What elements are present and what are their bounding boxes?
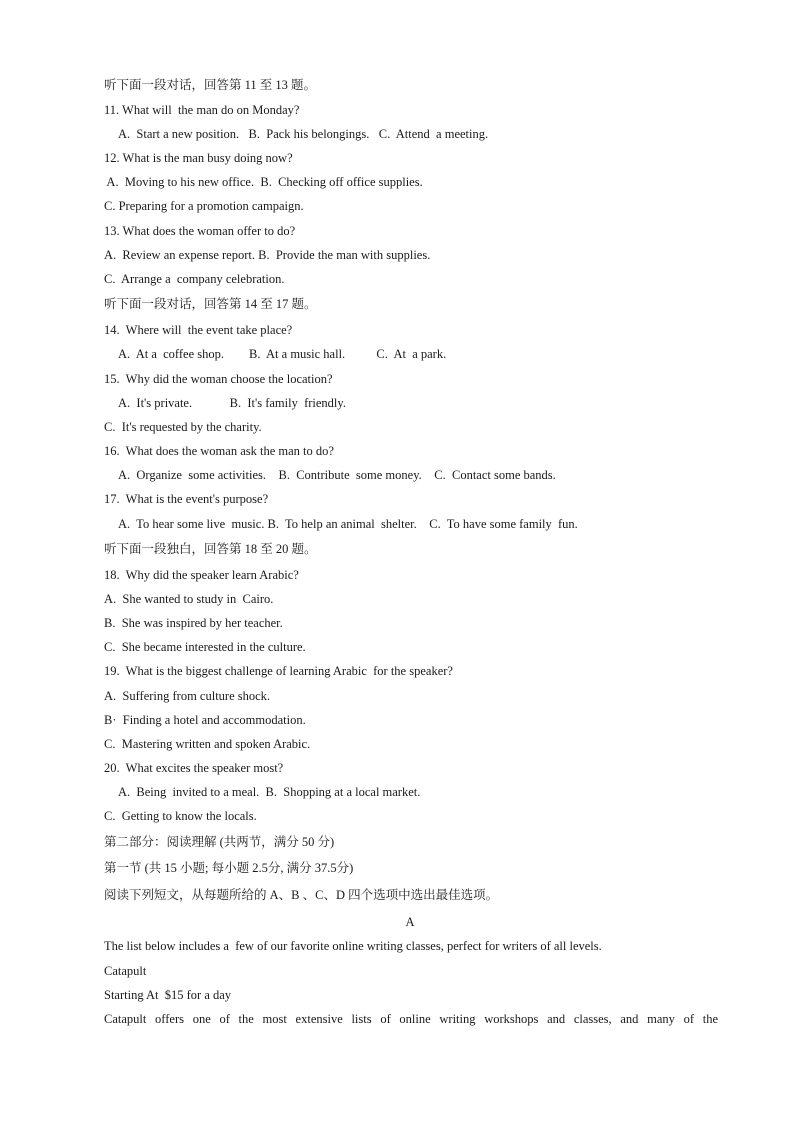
question-18-option-a: A. She wanted to study in Cairo. [104,592,274,606]
question-11-options: A. Start a new position. B. Pack his belongings. C. Attend a meeting. [118,127,489,141]
passage-item-price: Starting At $15 for a day [104,988,232,1002]
passage-label: A [405,915,415,929]
question-15-option-c: C. It's requested by the charity. [104,420,262,434]
question-20: 20. What excites the speaker most? [104,761,284,775]
part-two-heading: 第二部分：阅读理解 (共两节，满分 50 分) [104,835,335,849]
question-16-options: A. Organize some activities. B. Contribute some money. C. Contact some bands. [118,468,556,482]
question-12: 12. What is the man busy doing now? [104,151,293,165]
passage-intro: The list below includes a few of our favorite online writing classes, perfect for writers of all levels. [104,939,602,953]
question-11: 11. What will the man do on Monday? [104,103,300,117]
question-16: 16. What does the woman ask the man to do? [104,444,334,458]
question-15: 15. Why did the woman choose the location? [104,372,333,386]
question-19-option-a: A. Suffering from culture shock. [104,689,271,703]
question-20-option-c: C. Getting to know the locals. [104,809,257,823]
question-18-option-c: C. She became interested in the culture. [104,640,306,654]
section-instruction: 听下面一段对话，回答第 11 至 13 题。 [104,78,317,92]
question-18: 18. Why did the speaker learn Arabic? [104,568,299,582]
question-18-option-b: B. She was inspired by her teacher. [104,616,283,630]
question-19-option-b: B· Finding a hotel and accommodation. [104,713,306,727]
question-12-option-c: C. Preparing for a promotion campaign. [104,199,304,213]
question-13-option-ab: A. Review an expense report. B. Provide the man with supplies. [104,248,431,262]
question-17: 17. What is the event's purpose? [104,492,269,506]
passage-item-description: Catapult offers one of the most extensive lists of online writing workshops and classes, and many of the [104,1012,718,1026]
section-instruction: 听下面一段独白，回答第 18 至 20 题。 [104,542,317,556]
question-14-options: A. At a coffee shop. B. At a music hall. C. At a park. [118,347,447,361]
question-17-options: A. To hear some live music. B. To help an animal shelter. C. To have some family fun. [118,517,578,531]
question-12-option-ab: A. Moving to his new office. B. Checking off office supplies. [104,175,423,189]
question-19: 19. What is the biggest challenge of learning Arabic for the speaker? [104,664,453,678]
question-15-option-ab: A. It's private. B. It's family friendly. [118,396,346,410]
question-13-option-c: C. Arrange a company celebration. [104,272,285,286]
question-13: 13. What does the woman offer to do? [104,224,296,238]
section-one-heading: 第一节 (共 15 小题; 每小题 2.5分, 满分 37.5分) [104,861,354,875]
question-19-option-c: C. Mastering written and spoken Arabic. [104,737,311,751]
passage-item-title: Catapult [104,964,147,978]
reading-instruction: 阅读下列短文，从每题所给的 A、B 、C、D 四个选项中选出最佳选项。 [104,888,499,902]
question-20-option-ab: A. Being invited to a meal. B. Shopping at a local market. [118,785,421,799]
section-instruction: 听下面一段对话，回答第 14 至 17 题。 [104,297,317,311]
question-14: 14. Where will the event take place? [104,323,293,337]
